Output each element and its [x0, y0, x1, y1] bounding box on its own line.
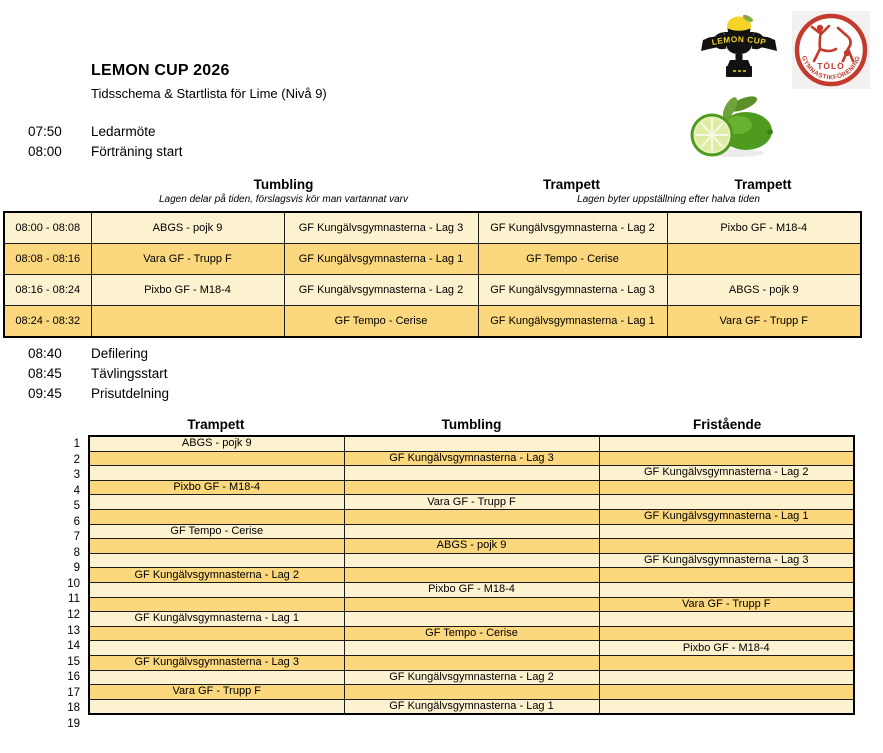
event-row	[28, 346, 169, 362]
team-cell: ABGS - pojk 9	[89, 436, 344, 451]
column-header-tumbling: Tumbling	[441, 417, 502, 432]
row-number: 14	[67, 640, 80, 653]
startlist-row	[89, 509, 854, 524]
team-cell: Pixbo GF - M18-4	[599, 641, 854, 656]
row-number: 3	[73, 469, 80, 482]
team-cell: GF Kungälvsgymnasterna - Lag 1	[344, 699, 599, 714]
time-cell: 08:08 - 08:16	[4, 244, 91, 275]
team-cell	[344, 553, 599, 568]
row-number: 9	[73, 562, 80, 575]
team-cell: GF Tempo - Cerise	[89, 524, 344, 539]
event-row	[28, 386, 169, 402]
team-cell: GF Kungälvsgymnasterna - Lag 3	[599, 553, 854, 568]
startlist-row	[89, 568, 854, 583]
event-row	[28, 124, 183, 140]
event-row	[28, 366, 169, 382]
row-number: 17	[67, 686, 80, 699]
schedule-row	[4, 306, 861, 338]
team-cell	[344, 436, 599, 451]
team-cell	[344, 612, 599, 627]
team-cell	[89, 597, 344, 612]
tolo-curved-text: GYMNASTIKFÖRENING	[799, 55, 863, 82]
team-cell	[344, 597, 599, 612]
startlist-row	[89, 626, 854, 641]
row-number: 2	[73, 453, 80, 466]
startlist-row	[89, 641, 854, 656]
team-cell: GF Kungälvsgymnasterna - Lag 1	[478, 306, 667, 338]
team-cell: GF Kungälvsgymnasterna - Lag 3	[478, 275, 667, 306]
team-cell: Vara GF - Trupp F	[599, 597, 854, 612]
schedule-table	[3, 211, 862, 338]
event-label: Prisutdelning	[91, 386, 170, 401]
team-cell	[344, 655, 599, 670]
team-cell: GF Tempo - Cerise	[344, 626, 599, 641]
team-cell: GF Kungälvsgymnasterna - Lag 2	[599, 466, 854, 481]
team-cell: GF Kungälvsgymnasterna - Lag 1	[284, 244, 478, 275]
row-number: 10	[67, 577, 80, 590]
team-cell	[667, 244, 861, 275]
team-cell: Vara GF - Trupp F	[344, 495, 599, 510]
event-label: Förträning start	[91, 144, 183, 159]
schedule-row	[4, 212, 861, 244]
team-cell	[344, 509, 599, 524]
startlist-row	[89, 553, 854, 568]
event-time: 08:00	[28, 144, 62, 159]
team-cell	[89, 582, 344, 597]
team-cell	[599, 612, 854, 627]
time-cell: 08:24 - 08:32	[4, 306, 91, 338]
team-cell: GF Kungälvsgymnasterna - Lag 3	[344, 451, 599, 466]
tolo-gymnastics-logo	[792, 11, 870, 89]
startlist-row	[89, 539, 854, 554]
startlist-row	[89, 612, 854, 627]
team-cell: Pixbo GF - M18-4	[344, 582, 599, 597]
team-cell	[344, 685, 599, 700]
half-lime-icon	[691, 114, 734, 157]
team-cell	[599, 626, 854, 641]
schedule-row	[4, 244, 861, 275]
startlist-row	[89, 466, 854, 481]
team-cell: Pixbo GF - M18-4	[667, 212, 861, 244]
team-cell: ABGS - pojk 9	[667, 275, 861, 306]
team-cell: GF Tempo - Cerise	[478, 244, 667, 275]
mid-events-list	[28, 346, 169, 402]
team-cell	[89, 495, 344, 510]
startlist-row	[89, 597, 854, 612]
row-number: 15	[67, 655, 80, 668]
event-row	[28, 144, 183, 160]
team-cell: GF Kungälvsgymnasterna - Lag 2	[284, 275, 478, 306]
team-cell	[89, 466, 344, 481]
row-number: 13	[67, 624, 80, 637]
row-number: 8	[73, 546, 80, 559]
row-number: 5	[73, 500, 80, 513]
team-cell: ABGS - pojk 9	[344, 539, 599, 554]
column-header-tumbling: Tumbling	[253, 177, 314, 192]
startlist-headers	[88, 417, 855, 432]
team-cell	[89, 539, 344, 554]
row-number: 6	[73, 515, 80, 528]
event-time: 09:45	[28, 386, 62, 401]
team-cell: GF Kungälvsgymnasterna - Lag 2	[344, 670, 599, 685]
startlist-row-numbers	[48, 437, 80, 732]
team-cell: ABGS - pojk 9	[91, 212, 284, 244]
row-number: 18	[67, 702, 80, 715]
team-cell	[89, 641, 344, 656]
team-cell: Pixbo GF - M18-4	[91, 275, 284, 306]
page-title: LEMON CUP 2026	[91, 62, 230, 79]
team-cell: GF Kungälvsgymnasterna - Lag 1	[599, 509, 854, 524]
team-cell	[599, 480, 854, 495]
row-number: 7	[73, 531, 80, 544]
team-cell	[344, 568, 599, 583]
time-cell: 08:16 - 08:24	[4, 275, 91, 306]
team-cell	[344, 524, 599, 539]
startlist-row	[89, 655, 854, 670]
startlist-row	[89, 480, 854, 495]
event-time: 08:45	[28, 366, 62, 381]
startlist-table	[88, 435, 855, 715]
column-header-fristaende: Fristående	[693, 417, 762, 432]
schedule-row	[4, 275, 861, 306]
team-cell	[89, 626, 344, 641]
team-cell	[91, 306, 284, 338]
team-cell: Vara GF - Trupp F	[91, 244, 284, 275]
page-subtitle: Tidsschema & Startlista för Lime (Nivå 9)	[91, 86, 327, 101]
team-cell	[89, 509, 344, 524]
startlist-row	[89, 495, 854, 510]
event-label: Tävlingsstart	[91, 366, 168, 381]
column-header-trampett-1: Trampett	[542, 177, 600, 192]
row-number: 4	[73, 484, 80, 497]
team-cell	[599, 582, 854, 597]
team-cell	[599, 655, 854, 670]
pre-events-list	[28, 124, 183, 160]
team-cell: Vara GF - Trupp F	[667, 306, 861, 338]
team-cell	[599, 699, 854, 714]
team-cell: GF Tempo - Cerise	[284, 306, 478, 338]
team-cell	[599, 539, 854, 554]
team-cell	[89, 451, 344, 466]
team-cell: GF Kungälvsgymnasterna - Lag 1	[89, 612, 344, 627]
time-cell: 08:00 - 08:08	[4, 212, 91, 244]
row-number: 19	[67, 717, 80, 730]
row-number: 1	[73, 438, 80, 450]
event-time: 08:40	[28, 346, 62, 361]
team-cell	[599, 568, 854, 583]
team-cell: GF Kungälvsgymnasterna - Lag 3	[284, 212, 478, 244]
tolo-name-text: TÖLÖ	[817, 61, 845, 71]
row-number: 12	[67, 609, 80, 622]
team-cell	[89, 670, 344, 685]
trampett-subtitle: Lagen byter uppställning efter halva tiden	[577, 194, 760, 205]
team-cell	[344, 466, 599, 481]
startlist-row	[89, 524, 854, 539]
startlist-row	[89, 670, 854, 685]
team-cell: Pixbo GF - M18-4	[89, 480, 344, 495]
team-cell	[599, 436, 854, 451]
startlist-row	[89, 685, 854, 700]
column-header-trampett-2: Trampett	[734, 177, 792, 192]
tumbling-subtitle: Lagen delar på tiden, förslagsvis kör man vartannat varv	[158, 194, 409, 205]
schedule-table-headers	[3, 176, 860, 207]
startlist-table-body	[89, 436, 854, 714]
row-number: 11	[68, 593, 80, 606]
team-cell	[344, 641, 599, 656]
team-cell	[599, 495, 854, 510]
team-cell	[599, 451, 854, 466]
event-time: 07:50	[28, 124, 62, 139]
lemon-cup-banner-text: LEMON CUP	[710, 34, 768, 48]
team-cell: GF Kungälvsgymnasterna - Lag 2	[478, 212, 667, 244]
team-cell: GF Kungälvsgymnasterna - Lag 2	[89, 568, 344, 583]
event-label: Ledarmöte	[91, 124, 156, 139]
event-label: Defilering	[91, 346, 149, 361]
startlist-row	[89, 451, 854, 466]
team-cell	[599, 685, 854, 700]
startlist-row	[89, 699, 854, 714]
startlist-row	[89, 582, 854, 597]
team-cell	[89, 699, 344, 714]
team-cell	[344, 480, 599, 495]
lime-image	[686, 91, 778, 159]
team-cell: Vara GF - Trupp F	[89, 685, 344, 700]
column-header-trampett: Trampett	[187, 417, 245, 432]
schedule-table-body	[4, 212, 861, 337]
lemon-cup-logo	[699, 15, 779, 81]
team-cell: GF Kungälvsgymnasterna - Lag 3	[89, 655, 344, 670]
startlist-row	[89, 436, 854, 451]
team-cell	[89, 553, 344, 568]
team-cell	[599, 524, 854, 539]
team-cell	[599, 670, 854, 685]
row-number: 16	[67, 671, 80, 684]
